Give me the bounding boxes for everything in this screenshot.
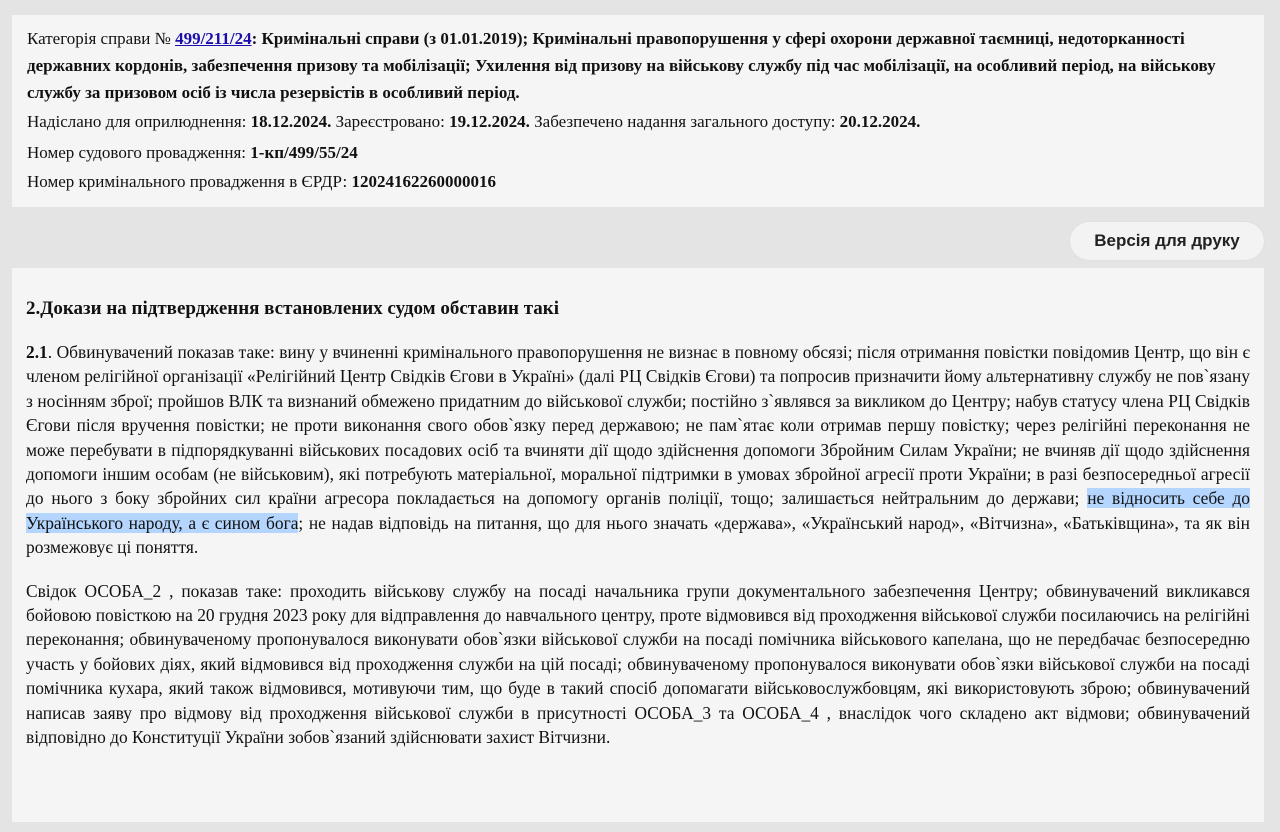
paragraph-accused-testimony xyxy=(26,340,1250,560)
paragraph-number: 2.1 xyxy=(26,342,48,362)
registered-label: Зареєстровано: xyxy=(331,112,450,131)
sent-date: 18.12.2024. xyxy=(250,112,332,131)
sent-label: Надіслано для оприлюднення: xyxy=(27,112,251,131)
paragraph-witness-testimony: Свідок ОСОБА_2 , показав таке: проходить військову службу на посаді начальника групи документального забезпечення Центру; обвинувачений викликався бойовою повісткою на 20 грудня 2023 року для відправлення до навчального центру, проте відмовився від проходження військової служби посилаючись на релігійні переконання; обвинуваченому пропонувалося виконувати обов`язки військової служби на посаді помічника військового капелана, що не передбачає безпосередню участь у бойових діях, який відмовився від проходження служби на цій посаді; обвинуваченому пропонувалося виконувати обов`язки військової служби на посаді помічника кухара, який також відмовився, мотивуючи тим, що буде в такий спосіб допомагати військовослужбовцям, які використовують зброю; обвинувачений написав заяву про відмову від проходження військової служби в присутності ОСОБА_3 та ОСОБА_4 , внаслідок чого складено акт відмови; обвинувачений відповідно до Конституції України зобов`язаний здійснювати захист Вітчизни. xyxy=(26,580,1250,748)
erdr-value: 12024162260000016 xyxy=(351,172,497,191)
section-heading: 2.Докази на підтвердження встановлених судом обставин такі xyxy=(26,298,560,319)
case-category xyxy=(27,25,1248,106)
registered-date: 19.12.2024. xyxy=(449,112,530,131)
court-proc-value: 1-кп/499/55/24 xyxy=(250,143,358,162)
case-info-card xyxy=(12,15,1264,207)
erdr-label: Номер кримінального провадження в ЄРДР: xyxy=(27,172,352,191)
access-date: 20.12.2024. xyxy=(839,112,921,131)
court-proceeding-number xyxy=(27,140,1248,166)
case-number-link[interactable]: 499/211/24 xyxy=(175,29,252,48)
category-text: : Кримінальні справи (з 01.01.2019); Кримінальні правопорушення у сфері охорони державної таємниці, недоторканності державних кордонів, забезпечення призову та мобілізації; Ухилення від призову на військову службу під час мобілізації, на особливий період, на військову службу за призовом осіб із числа резервістів в особливий період. xyxy=(27,29,1216,102)
highlighted-text[interactable]: не відносить себе до Українського народу, а є сином бога xyxy=(26,488,1251,533)
publication-dates xyxy=(27,109,1248,135)
document-body xyxy=(12,268,1264,822)
paragraph-text: . Обвинувачений показав таке: вину у вчиненні кримінального правопорушення не визнає в повному обсязі; після отримання повістки повідомив Центр, що він є членом релігійної організації «Релігійний Центр Свідків Єгови в Україні» (далі РЦ Свідків Єгови) та попросив призначити йому альтернативну службу не пов`язану з носінням зброї; пройшов ВЛК та визнаний обмежено придатним до військової служби; постійно з`являвся за викликом до Центру; набув статусу члена РЦ Свідків Єгови після вручення повістки; не проти виконання свого обов`язку перед державою; не пам`ятає коли отримав першу повістку; через релігійні переконання не може перебувати в підпорядкуванні військових посадових осіб та вчиняти дії щодо здійснення допомоги Збройним Силам України; не вчиняв дії щодо здійснення допомоги іншим особам (не військовим), які потребують матеріальної, моральної підтримки в умовах збройної агресії проти України; в разі безпосередньої агресії до нього з боку збройних сил країни агресора покладається на допомогу органів поліції, тощо; залишається нейтральним до держави; xyxy=(26,342,1250,509)
access-label: Забезпечено надання загального доступу: xyxy=(529,112,840,131)
print-version-button[interactable]: Версія для друку xyxy=(1070,222,1264,260)
erdr-number xyxy=(27,169,1248,195)
court-proc-label: Номер судового провадження: xyxy=(27,143,251,162)
paragraph-text: ; не надав відповідь на питання, що для нього значать «держава», «Український народ», «Вітчизна», «Батьківщина», та як він розмежовує ці поняття. xyxy=(26,512,1250,558)
category-label: Категорія справи № xyxy=(27,29,176,48)
